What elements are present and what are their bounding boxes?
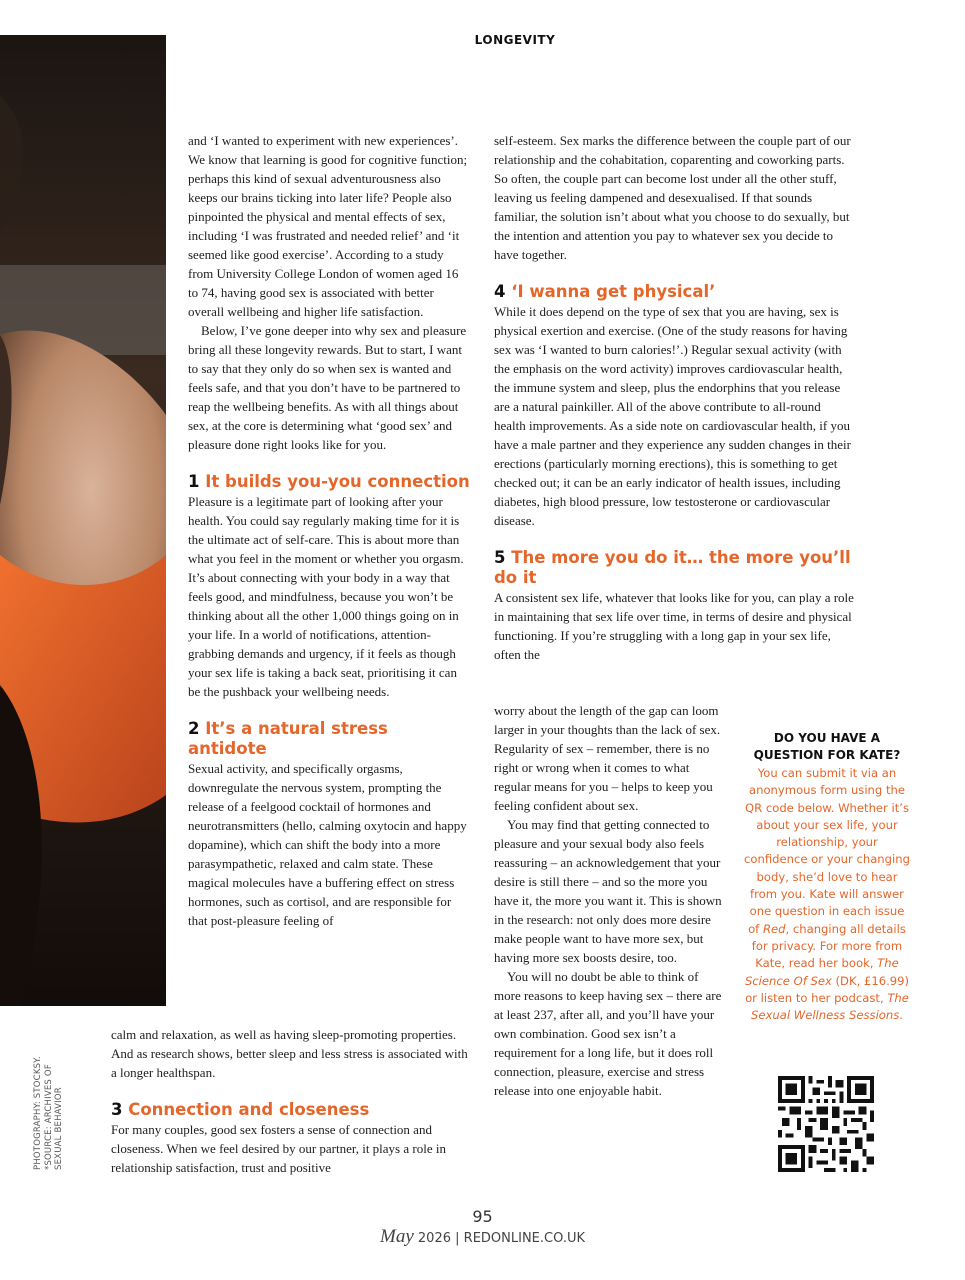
page-footer — [360, 1226, 605, 1248]
section-2-text-a: Sexual activity, and specifically orgasms, downregulate the nervous system, prompting the release of a feelgood cocktail of hormones and neurotransmitters (hello, calming oxytocin and happy dopamine), which can shift the body into a more parasympathetic, relaxed and calm state. These magical molecules have a buffering effect on stress hormones, such as cortisol, and are responsible for that post-pleasure feeling of — [188, 761, 467, 928]
footer-separator: | — [455, 1231, 460, 1246]
section-4-number: 4 — [494, 282, 506, 301]
section-5-number: 5 — [494, 548, 506, 567]
sidebar-podcast-title: The Sexual Wellness Sessions — [751, 990, 909, 1023]
credit-line-1: PHOTOGRAPHY: STOCKSY. — [33, 1056, 43, 1170]
section-4-heading — [494, 282, 854, 302]
section-3-text: For many couples, good sex fosters a sense of connection and closeness. When we feel desired by our partner, it plays a role in relationship satisfaction, trust and positive — [111, 1122, 446, 1175]
intro-paragraph-1: and ‘I wanted to experiment with new experiences’. We know that learning is good for cognitive function; perhaps this kind of sexual adventurousness also keeps our brains ticking into later life? People also pinpointed the physical and mental effects of sex, including ‘I was frustrated and needed relief’ and ‘it seemed like good exercise’. According to a study from University College London of women aged 16 to 74, having good sex is associated with better overall wellbeing and higher life satisfaction. — [188, 133, 468, 319]
section-3-title: Connection and closeness — [128, 1100, 370, 1119]
section-label: LONGEVITY — [474, 33, 556, 47]
sidebar-text-4: . — [899, 1008, 903, 1023]
section-3-heading — [111, 1100, 471, 1120]
section-5-heading — [494, 548, 854, 588]
sidebar-book-title: The Science Of Sex — [744, 956, 899, 988]
photo-credit — [33, 1045, 73, 1170]
section-5-text-b: worry about the length of the gap can loom larger in your thoughts than the lack of sex. Regularity of sex – remember, there is no right or wrong when it comes to what regular means for you – helps to keep you feeling confident about sex. — [494, 703, 721, 813]
hero-photo — [0, 35, 166, 1006]
section-5-text-a: A consistent sex life, whatever that looks like for you, can play a role in maintaining that sex life over time, in terms of desire and physical functioning. If you’re struggling with a long gap in your sex life, often the — [494, 590, 854, 662]
column-2-lower — [494, 701, 722, 1100]
sidebar-title: DO YOU HAVE A QUESTION FOR KATE? — [753, 731, 901, 762]
column-1-lower — [111, 1025, 471, 1177]
footer-year: 2026 — [417, 1231, 451, 1246]
section-2-text-b: calm and relaxation, as well as having sleep-promoting properties. And as research shows, better sleep and less stress is associated with a longer healthspan. — [111, 1027, 468, 1080]
section-2-title: It’s a natural stress antidote — [188, 719, 388, 758]
sidebar-text-2: , changing all details for privacy. For more from Kate, read her book, — [751, 921, 906, 971]
sidebar-text-1: You can submit it via an anonymous form using the QR code below. Whether it’s about your sex life, your relationship, your confidence or your changing body, she’d love to hear from you. Kate will answer one question in each issue of — [744, 766, 910, 936]
column-2 — [494, 131, 854, 664]
credit-line-2: *SOURCE: ARCHIVES OF — [43, 1064, 54, 1170]
section-2-heading — [188, 719, 471, 759]
sidebar-text — [744, 765, 910, 1024]
sidebar-magazine-name: Red — [762, 921, 786, 936]
intro-paragraph-2: Below, I’ve gone deeper into why sex and pleasure bring all these longevity rewards. But to start, I want to say that they only do so when sex is wanted and feels safe, and that you don’t have to be partnered to reap the wellbeing benefits. As with all things about sex, at the core is determining what ‘good sex’ and pleasure done right looks like for you. — [188, 323, 467, 452]
section-2-number: 2 — [188, 719, 200, 738]
sidebar-text-3: (DK, £16.99) or listen to her podcast, — [745, 973, 910, 1005]
section-5-paragraph-3: You will no doubt be able to think of more reasons to keep having sex – there are at least 237, after all, and you’ll have your own combination. Good sex isn’t a requirement for a long life, but it does roll connection, pleasure, exercise and stress release into one enjoyable habit. — [494, 969, 722, 1098]
section-5-paragraph-2: You may find that getting connected to pleasure and your sexual body also feels reassuring – an acknowledgement that your desire is still there – and so the more you have it, the more you want it. This is shown in the research: not only does more desire make people want to have more sex, but having more sex boosts desire, too. — [494, 817, 722, 965]
section-4-title: ‘I wanna get physical’ — [511, 282, 716, 301]
section-3-number: 3 — [111, 1100, 123, 1119]
footer-month: May — [380, 1226, 414, 1247]
qr-code-icon[interactable] — [778, 1076, 874, 1172]
footer-website[interactable]: REDONLINE.CO.UK — [463, 1231, 585, 1246]
section-5-title: The more you do it… the more you’ll do it — [494, 548, 851, 587]
column-1 — [188, 131, 471, 930]
credit-line-3: SEXUAL BEHAVIOR — [54, 1087, 64, 1170]
question-sidebar — [744, 730, 910, 1024]
section-1-heading — [188, 472, 471, 492]
photo-illustration — [0, 35, 166, 1006]
section-1-number: 1 — [188, 472, 200, 491]
page-number: 95 — [472, 1207, 493, 1226]
section-1-text: Pleasure is a legitimate part of looking after your health. You could say regularly making time for it is the ultimate act of self-care. This is about more than what you feel in the moment or whether you orgasm. It’s about connecting with your body in a way that feels good, and mindfulness, because you won’t be thinking about all the other 1,000 things going on in your life. In a world of notifications, attention-grabbing demands and urgency, if it feels as though your sex life is taking a back seat, prioritising it can be the pushback your wellbeing needs. — [188, 494, 464, 699]
section-3-continued: self-esteem. Sex marks the difference between the couple part of our relationship and the cohabitation, coparenting and coworking parts. So often, the couple part can become lost under all the other stuff, leaving us feeling dampened and desexualised. If that sounds familiar, the solution isn’t about what you choose to do sexually, but the intention and attention you pay to whatever sex you decide to have together. — [494, 133, 851, 262]
section-4-text: While it does depend on the type of sex that you are having, sex is physical exertion and exercise. (One of the study reasons for having sex was ‘I wanted to burn calories!’.) Regular sexual activity (with the emphasis on the word activity) improves cardiovascular health, the immune system and sleep, plus the endorphins that you release are a natural painkiller. All of the above contribute to all-round health improvements. As a side note on cardiovascular health, if you have a male partner and they experience any sudden changes in their erections (particularly morning erections), this is something to get checked out; it can be an early indicator of health issues, including diabetes, high blood pressure, low testosterone or cardiovascular disease. — [494, 304, 851, 528]
section-1-title: It builds you-you connection — [205, 472, 470, 491]
